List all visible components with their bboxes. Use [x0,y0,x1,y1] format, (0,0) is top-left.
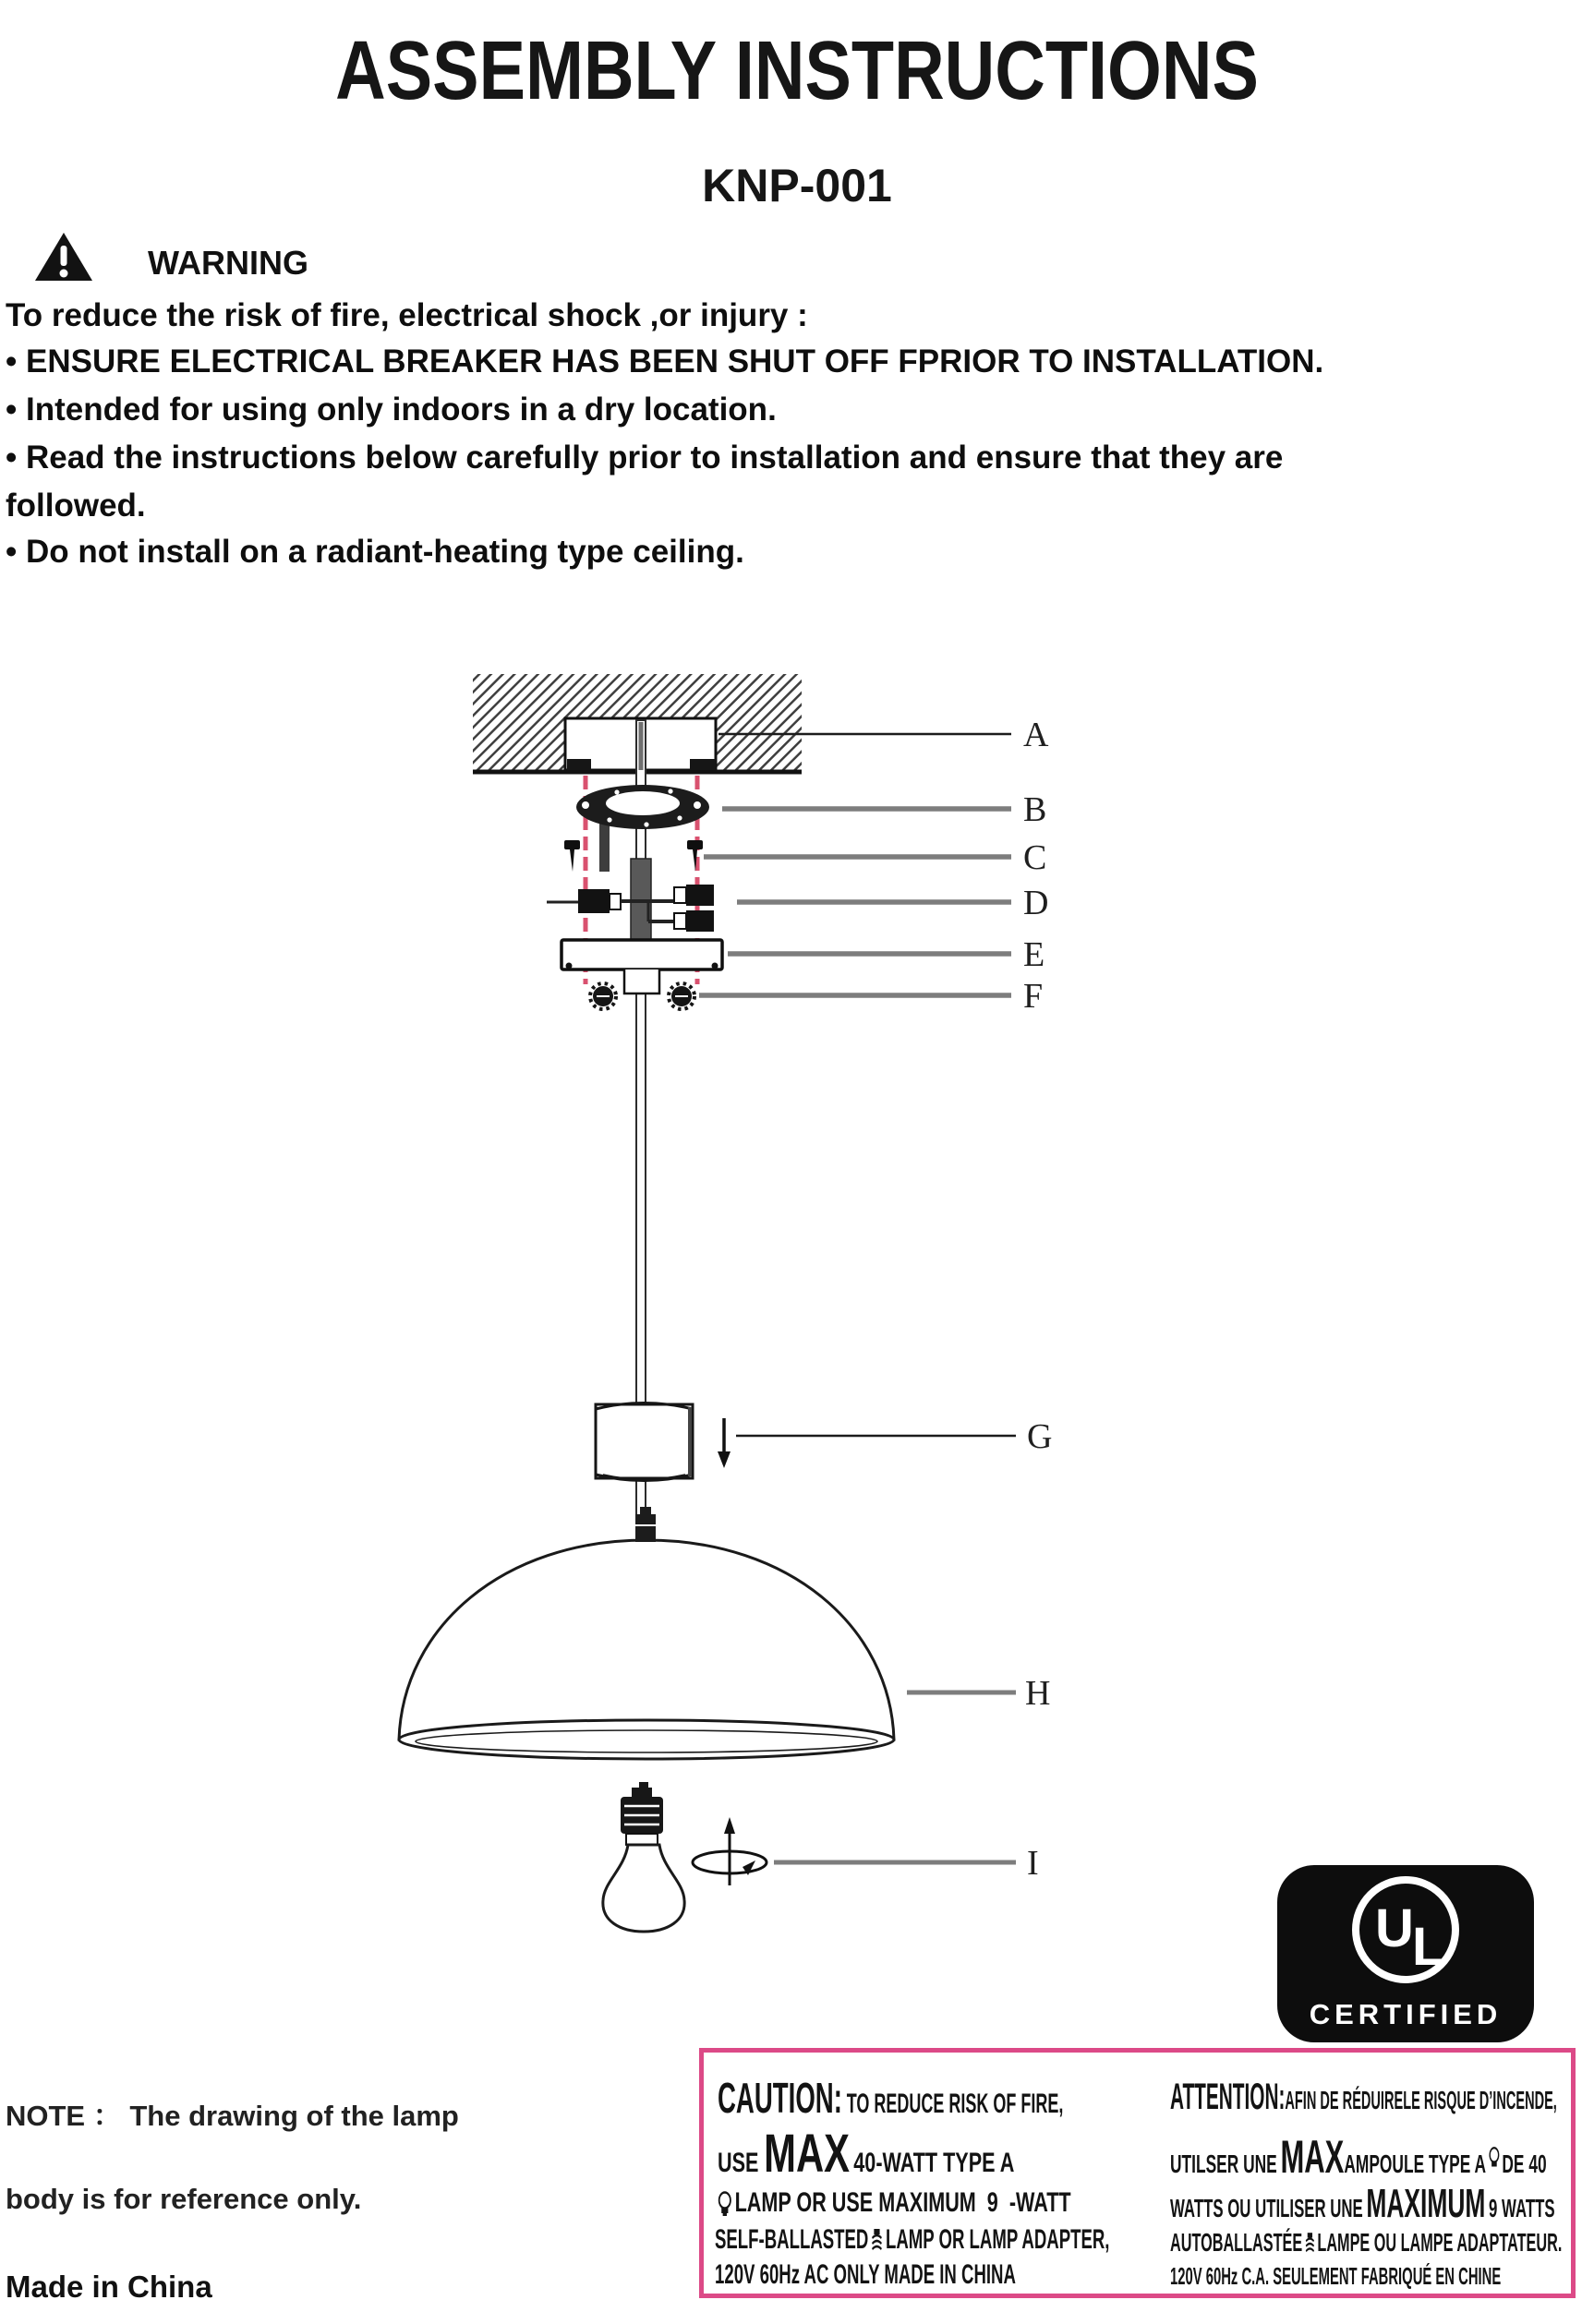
warning-line: • Do not install on a radiant-heating type ceiling. [6,534,744,570]
down-arrow-icon [718,1418,731,1468]
max-wattage-en: MAX [764,2124,850,2184]
part-label-i: I [1027,1844,1039,1883]
warning-intro: To reduce the risk of fire, electrical shock ,or injury : [6,297,808,333]
part-label-g: G [1027,1417,1053,1456]
caution-en-line3: LAMP OR USE MAXIMUM 9 -WATT [715,2187,1071,2219]
caution-box [699,2048,1576,2298]
part-label-h: H [1025,1674,1051,1713]
part-label-a: A [1023,716,1049,754]
part-label-d: D [1023,884,1049,922]
cfl-bulb-icon [1304,2232,1315,2256]
bulb-icon [718,2190,732,2218]
caution-en-line2: USE MAX 40-WATT TYPE A [718,2124,1015,2184]
caution-fr-heading: ATTENTION: [1170,2077,1286,2117]
note-line1: NOTE ： The drawing of the lamp [6,2100,459,2132]
dome-shade [399,1507,894,1759]
part-labels [1023,716,1052,1883]
warning-heading: WARNING [148,244,308,282]
certified-label: CERTIFIED [1309,1998,1503,2030]
caution-en-line1: CAUTION: TO REDUCE RISK OF FIRE, [718,2074,1064,2122]
max-wattage-fr: MAX [1280,2131,1345,2183]
caution-fr-line4: AUTOBALLASTÉE LAMPE OU LAMPE ADAPTATEUR. [1170,2228,1563,2257]
mounting-bracket-ring [576,785,709,829]
warning-line: • Read the instructions below carefully prior to installation and ensure that they are [6,440,1284,476]
caution-en-line4: SELF-BALLASTED LAMP OR LAMP ADAPTER, [715,2224,1110,2255]
caution-fr-line3: WATTS OU UTILISER UNE MAXIMUM 9 WATTS [1170,2181,1555,2226]
part-label-f: F [1023,977,1044,1016]
note-line2: body is for reference only. [6,2183,362,2215]
maximum-wattage-fr: MAXIMUM [1366,2181,1486,2226]
cfl-bulb-icon [871,2228,884,2254]
assembly-diagram [0,646,1594,1957]
warning-line: • ENSURE ELECTRICAL BREAKER HAS BEEN SHUT OFF FPRIOR TO INSTALLATION. [6,343,1324,379]
page-title: ASSEMBLY INSTRUCTIONS [335,25,1259,117]
warning-line: followed. [6,488,146,524]
warning-line: • Intended for using only indoors in a dry location. [6,391,777,427]
canopy-plate [562,940,722,993]
part-label-c: C [1023,838,1047,877]
hanging-rod [599,720,651,1516]
part-label-b: B [1023,790,1047,829]
made-in-china: Made in China [6,2270,212,2304]
caution-en-line5: 120V 60Hz AC ONLY MADE IN CHINA [715,2259,1016,2290]
part-label-e: E [1023,935,1045,974]
warning-triangle-icon [33,231,94,283]
caution-fr-line2: UTILSER UNE MAX AMPOULE TYPE A DE 40 [1170,2131,1547,2183]
bulb-icon [1489,2146,1500,2171]
light-bulb [603,1782,684,1932]
ul-certified-badge [1277,1865,1534,2042]
caution-fr-line5: 120V 60Hz C.A. SEULEMENT FABRIQUÉ EN CHINE [1170,2262,1502,2290]
rotate-arrow-icon [693,1817,767,1885]
ul-logo-l: L [1412,1917,1445,1977]
model-number: KNP-001 [702,160,892,211]
caution-fr-line1: ATTENTION: AFIN DE RÉDUIRELE RISQUE D’INCENDE, [1170,2077,1557,2117]
rod-coupler [596,1403,693,1481]
ul-logo-u: U [1375,1898,1414,1958]
caution-en-heading: CAUTION: [718,2074,842,2122]
